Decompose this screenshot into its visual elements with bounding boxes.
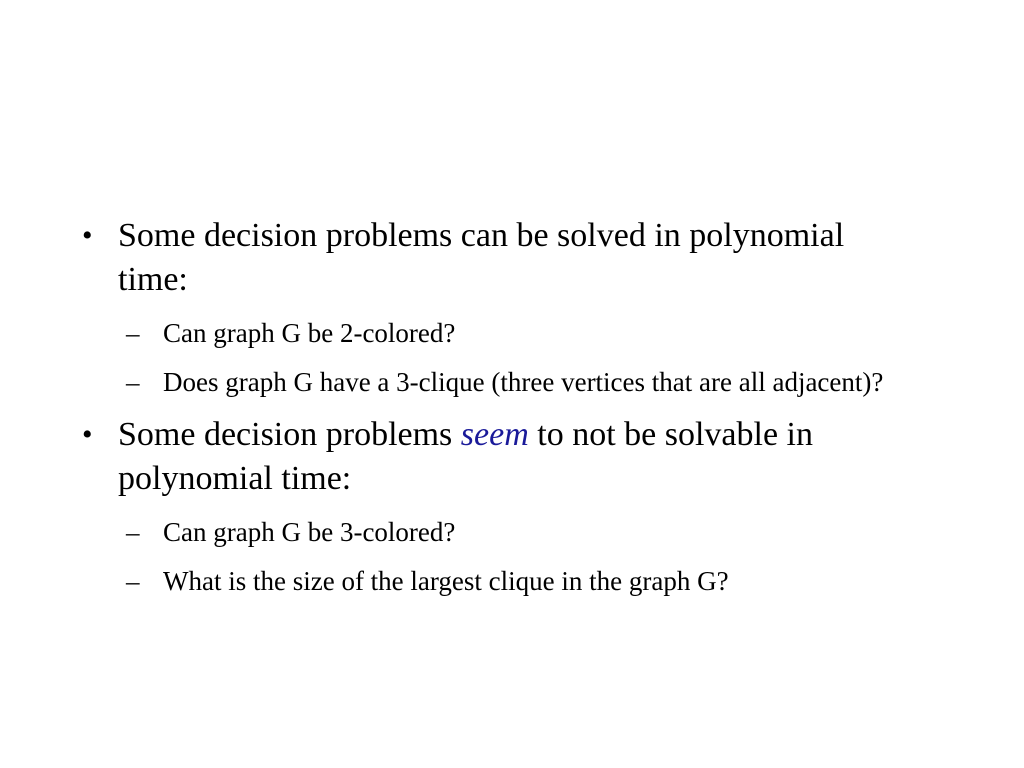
bullet-text-before: Some decision problems — [118, 416, 461, 453]
bullet-text-after: to not be solvable in polynomial time: — [118, 416, 814, 497]
sub-bullet-item — [78, 512, 958, 552]
sub-bullet-text: What is the size of the largest clique in the graph G? — [163, 566, 729, 596]
sub-bullet-text: Does graph G have a 3-clique (three vertices that are all adjacent)? — [163, 367, 884, 397]
bullet-marker: • — [82, 219, 93, 252]
sub-bullet-marker: – — [126, 517, 140, 547]
sub-bullet-item — [78, 561, 958, 601]
sub-bullet-item — [78, 362, 958, 402]
emphasis-word: seem — [460, 416, 529, 453]
bullet-text — [118, 413, 908, 501]
bullet-marker: • — [82, 418, 93, 451]
bullet-text: Some decision problems can be solved in polynomial time: — [118, 217, 845, 298]
sub-bullet-marker: – — [126, 566, 140, 596]
sub-bullet-text: Can graph G be 3-colored? — [163, 517, 456, 547]
sub-bullet-item — [78, 313, 958, 353]
bullet-item — [78, 214, 958, 302]
sub-bullet-marker: – — [126, 367, 140, 397]
bullet-item — [78, 413, 958, 501]
bullet-list — [78, 214, 958, 601]
sub-bullet-text: Can graph G be 2-colored? — [163, 318, 456, 348]
sub-bullet-marker: – — [126, 318, 140, 348]
